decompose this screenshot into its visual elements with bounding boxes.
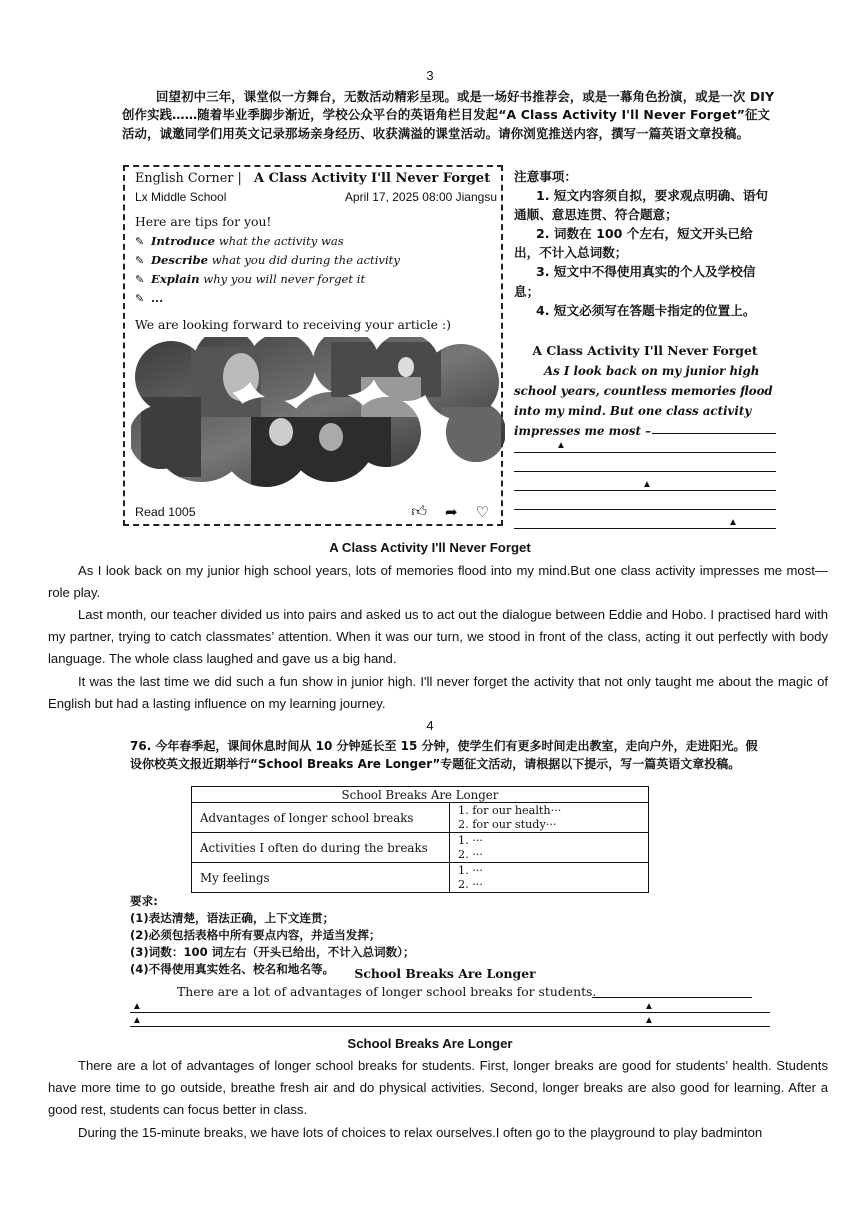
- post-date: April 17, 2025 08:00 Jiangsu: [344, 190, 497, 204]
- triangle-marker: ▲: [728, 517, 738, 528]
- writing-line: [514, 452, 776, 453]
- table-row: Activities I often do during the breaks 1. ··· 2. ···: [192, 833, 649, 863]
- table-row: My feelings 1. ··· 2. ···: [192, 863, 649, 893]
- like-icon[interactable]: 👍︎: [411, 503, 427, 520]
- intro-text: 回望初中三年，课堂似一方舞台，无数活动精彩呈现。或是一场好书推荐会，或是一幕角色扮演，或是一次 DIY 创作实践……随着毕业季脚步渐近，学校公众平台的英语角栏目发起“A Class Activity I'll Never Forget”征文活动，诚邀同学们用英文记录那场亲身经历、收获满溢的课堂活动。请你浏览推送内容，撰写一篇英语文章投稿。: [122, 89, 775, 141]
- table-caption: School Breaks Are Longer: [192, 787, 649, 803]
- tips-heading: Here are tips for you!: [135, 214, 272, 229]
- requirements-heading: 要求:: [130, 894, 158, 908]
- share-icon[interactable]: ➦: [444, 504, 458, 521]
- requirement-item: (2)必须包括表格中所有要点内容，并适当发挥；: [130, 928, 381, 942]
- triangle-marker: ▲: [642, 479, 652, 490]
- note-item: 2. 词数在 100 个左右，短文开头已给出，不计入总词数；: [514, 226, 753, 261]
- requirement-item: (3)词数：100 词左右（开头已给出，不计入总词数）；: [130, 945, 415, 959]
- post-section: English Corner |: [135, 171, 242, 186]
- answer-title: School Breaks Are Longer: [347, 1036, 513, 1051]
- english-corner-post: [123, 165, 503, 526]
- requirement-item: (4)不得使用真实姓名、校名和地名等。: [130, 962, 335, 976]
- answer-paragraph: Last month, our teacher divided us into pairs and asked us to act out the dialogue between Eddie and Hobo. I practised hard with my partner, trying to catch classmates’ attention. When it was our turn, we stood in front of the class, acting it out perfectly with body language. The whole class laughed and gave us a big hand.: [48, 607, 828, 667]
- essay-prompt-opening: There are a lot of advantages of longer school breaks for students.: [177, 984, 597, 999]
- page-number: 3: [426, 68, 434, 83]
- classroom-photo-collage: [131, 337, 505, 487]
- looking-forward-text: We are looking forward to receiving your article :): [135, 317, 451, 332]
- essay-start: [514, 343, 776, 441]
- writing-line: [130, 1026, 770, 1027]
- pen-icon: ✎: [135, 254, 145, 267]
- heart-icon[interactable]: ♡: [475, 504, 489, 521]
- prompt-table: [191, 786, 649, 893]
- writing-line: [514, 528, 776, 529]
- answer-title: A Class Activity I'll Never Forget: [329, 540, 531, 555]
- triangle-marker: ▲: [644, 1001, 654, 1012]
- writing-line: [514, 509, 776, 510]
- page-number: 4: [426, 718, 434, 733]
- writing-prompt-intro: [122, 88, 782, 143]
- triangle-marker: ▲: [132, 1001, 142, 1012]
- question-76: 76. 今年春季起，课间休息时间从 10 分钟延长至 15 分钟，使学生们有更多时间走出教室，走向户外，走进阳光。假设你校英文报近期举行“School Breaks Are Longer”专题征文活动，请根据以下提示，写一篇英语文章投稿。: [130, 739, 758, 771]
- writing-line: [130, 1012, 770, 1013]
- requirement-item: (1)表达清楚，语法正确，上下文连贯；: [130, 911, 335, 925]
- tip-item: ✎ ...: [135, 291, 164, 305]
- writing-line: [592, 997, 752, 998]
- note-item: 4. 短文必须写在答题卡指定的位置上。: [536, 302, 756, 318]
- essay-prompt-title: School Breaks Are Longer: [354, 966, 536, 981]
- table-row: Advantages of longer school breaks 1. for our health··· 2. for our study···: [192, 803, 649, 833]
- read-count: Read 1005: [135, 505, 196, 519]
- answer-paragraph: There are a lot of advantages of longer school breaks for students. First, longer breaks are good for students’ health. Students have more time to go outside, breathe fresh air and do physical activities. Second, longer breaks are also good for learning. After a good rest, students can focus better in class.: [48, 1058, 828, 1118]
- essay-start-text: As I look back on my junior high school years, countless memories flood into my mind. But one class activity impresses me most –: [514, 364, 773, 438]
- tip-item: ✎ Explain why you will never forget it: [135, 272, 366, 286]
- answer-paragraph: As I look back on my junior high school years, lots of memories flood into my mind.But one class activity impresses me most—role play.: [48, 563, 828, 601]
- pen-icon: ✎: [135, 235, 145, 248]
- post-school: Lx Middle School: [135, 190, 227, 204]
- writing-line: [514, 490, 776, 491]
- triangle-marker: ▲: [132, 1015, 142, 1026]
- tip-item: ✎ Introduce what the activity was: [135, 234, 344, 248]
- pen-icon: ✎: [135, 292, 145, 305]
- pen-icon: ✎: [135, 273, 145, 286]
- answer-paragraph: It was the last time we did such a fun show in junior high. I'll never forget the activity that not only taught me about the magic of English but had a lasting influence on my learning journey.: [48, 674, 828, 712]
- triangle-marker: ▲: [644, 1015, 654, 1026]
- answer-paragraph: During the 15-minute breaks, we have lots of choices to relax ourselves.I often go to the playground to play badminton: [78, 1125, 763, 1140]
- post-header: [135, 171, 490, 186]
- writing-line: [514, 471, 776, 472]
- essay-start-title: A Class Activity I'll Never Forget: [532, 343, 758, 358]
- writing-line: [652, 433, 776, 434]
- notes-box: [514, 167, 776, 320]
- tip-item: ✎ Describe what you did during the activity: [135, 253, 400, 267]
- post-title: A Class Activity I'll Never Forget: [253, 171, 491, 186]
- note-item: 3. 短文中不得使用真实的个人及学校信息；: [514, 264, 756, 299]
- note-item: 1. 短文内容须自拟，要求观点明确、语句通顺、意思连贯、符合题意；: [514, 188, 769, 223]
- triangle-marker: ▲: [556, 440, 566, 451]
- notes-heading: 注意事项：: [514, 169, 577, 184]
